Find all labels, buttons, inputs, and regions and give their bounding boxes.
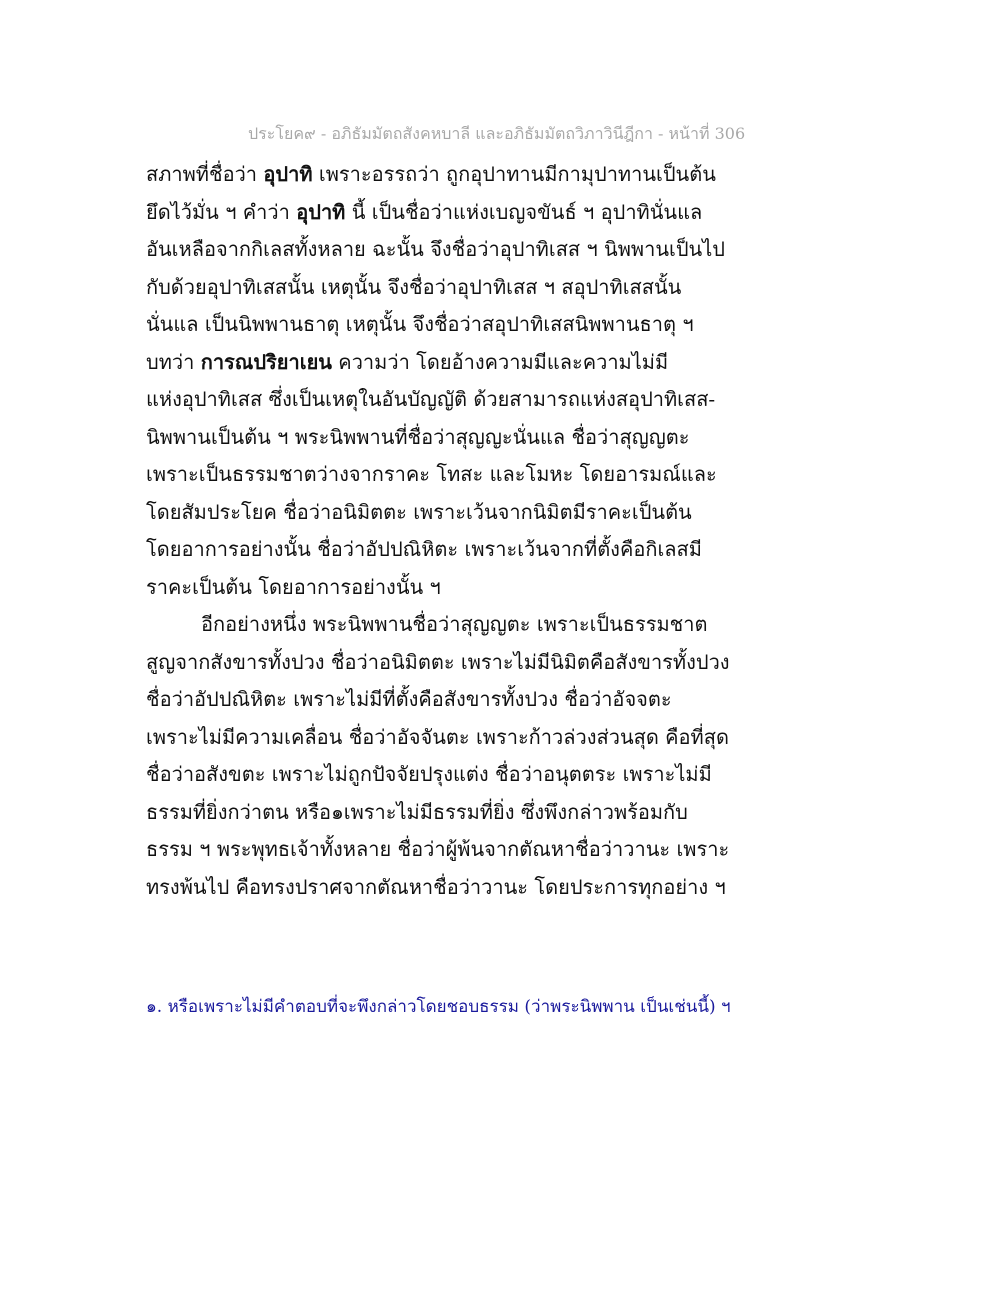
bold-term: อุปาทิ	[263, 162, 313, 186]
text-line-9: เพราะเป็นธรรมชาตว่างจากราคะ โทสะ และโมหะ โดยอารมณ์และ	[146, 462, 717, 486]
text-line-20: ทรงพ้นไป คือทรงปราศจากตัณหาชื่อว่าวานะ โดยประการทุกอย่าง ฯ	[146, 874, 726, 899]
footnote: ๑. หรือเพราะไม่มีคำตอบที่จะพึงกล่าวโดยชอบธรรม (ว่าพระนิพพาน เป็นเช่นนี้) ฯ	[146, 997, 731, 1017]
text-line-17: ชื่อว่าอสังขตะ เพราะไม่ถูกปัจจัยปรุงแต่ง ชื่อว่าอนุตตระ เพราะไม่มี	[146, 762, 712, 786]
text-line-1: สภาพที่ชื่อว่า อุปาทิ เพราะอรรถว่า ถูกอุปาทานมีกามุปาทานเป็นต้น	[146, 162, 716, 186]
text-line-11: โดยอาการอย่างนั้น ชื่อว่าอัปปณิหิตะ เพราะเว้นจากที่ตั้งคือกิเลสมี	[146, 537, 702, 561]
text-line-10: โดยสัมประโยค ชื่อว่าอนิมิตตะ เพราะเว้นจากนิมิตมีราคะเป็นต้น	[146, 499, 692, 524]
text-line-14: สูญจากสังขารทั้งปวง ชื่อว่าอนิมิตตะ เพราะไม่มีนิมิตคือสังขารทั้งปวง	[146, 649, 730, 674]
text-line-12: ราคะเป็นต้น โดยอาการอย่างนั้น ฯ	[146, 574, 441, 599]
text-line-18: ธรรมที่ยิ่งกว่าตน หรือ๑เพราะไม่มีธรรมที่ยิ่ง ซึ่งพึงกล่าวพร้อมกับ	[146, 799, 688, 824]
text-line-4: กับด้วยอุปาทิเสสนั้น เหตุนั้น จึงชื่อว่าอุปาทิเสส ฯ สอุปาทิเสสนั้น	[146, 274, 682, 299]
text-line-6: บทว่า การณปริยาเยน ความว่า โดยอ้างความมีและความไม่มี	[146, 349, 669, 374]
text-line-3: อันเหลือจากกิเลสทั้งหลาย ฉะนั้น จึงชื่อว่าอุปาทิเสส ฯ นิพพานเป็นไป	[146, 237, 725, 261]
bold-term: การณปริยาเยน	[200, 349, 332, 374]
body-text	[146, 156, 866, 906]
page-header: ประโยค๙ - อภิธัมมัตถสังคหบาลี และอภิธัมมัตถวิภาวินีฎีกา - หน้าที่ 306	[248, 124, 746, 143]
text-line-13: อีกอย่างหนึ่ง พระนิพพานชื่อว่าสุญญตะ เพราะเป็นธรรมชาต	[201, 612, 708, 636]
text-line-19: ธรรม ฯ พระพุทธเจ้าทั้งหลาย ชื่อว่าผู้พ้นจากตัณหาชื่อว่าวานะ เพราะ	[146, 837, 730, 861]
text-line-8: นิพพานเป็นต้น ฯ พระนิพพานที่ชื่อว่าสุญญะนั่นแล ชื่อว่าสุญญตะ	[146, 424, 690, 449]
text-line-2: ยึดไว้มั่น ฯ คำว่า อุปาทิ นี้ เป็นชื่อว่าแห่งเบญจขันธ์ ฯ อุปาทินั่นแล	[146, 199, 703, 224]
bold-term: อุปาทิ	[296, 199, 346, 224]
text-line-16: เพราะไม่มีความเคลื่อน ชื่อว่าอัจจันตะ เพราะก้าวล่วงส่วนสุด คือที่สุด	[146, 724, 729, 749]
text-line-7: แห่งอุปาทิเสส ซึ่งเป็นเหตุในอันบัญญัติ ด้วยสามารถแห่งสอุปาทิเสส-	[146, 387, 716, 411]
text-line-15: ชื่อว่าอัปปณิหิตะ เพราะไม่มีที่ตั้งคือสังขารทั้งปวง ชื่อว่าอัจจตะ	[146, 687, 672, 711]
text-line-5: นั่นแล เป็นนิพพานธาตุ เหตุนั้น จึงชื่อว่าสอุปาทิเสสนิพพานธาตุ ฯ	[146, 312, 694, 336]
